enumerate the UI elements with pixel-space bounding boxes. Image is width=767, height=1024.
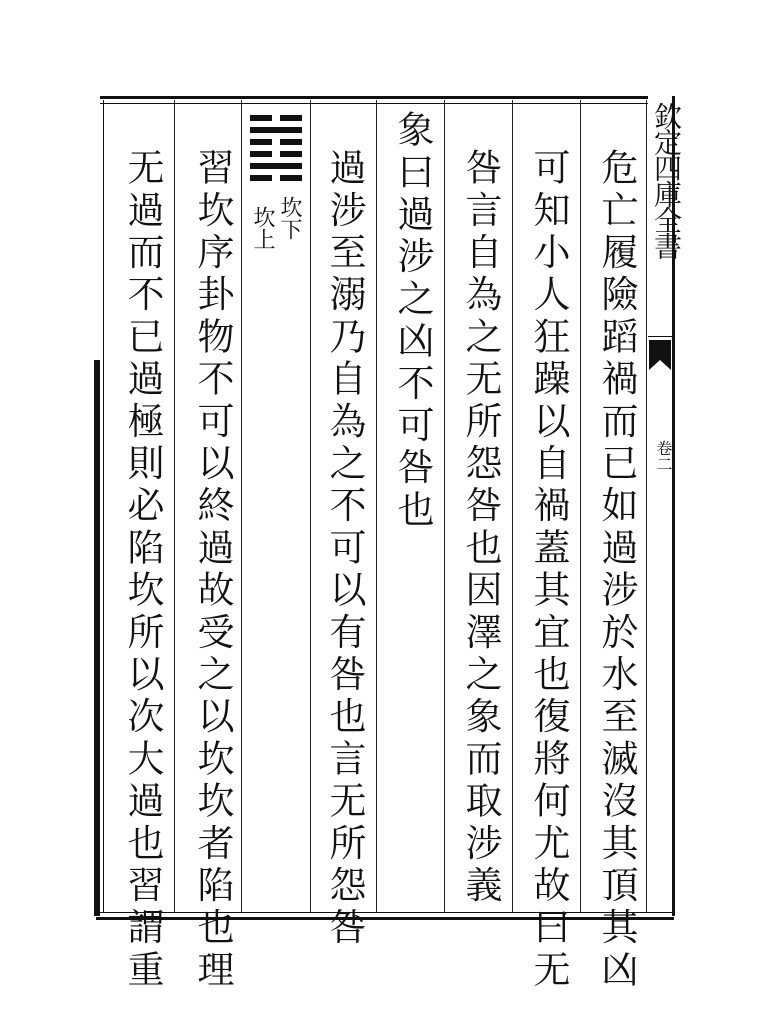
hexagram-yang-line <box>250 127 302 133</box>
hexagram-yin-line-segment <box>250 151 272 157</box>
hexagram-yang-line <box>250 163 302 169</box>
column-divider <box>376 100 377 912</box>
frame-top-border <box>100 96 648 104</box>
text-column-6: 習坎序卦物不可以終過故受之以坎坎者陷也理 <box>191 148 234 992</box>
hexagram-yin-line-segment <box>250 175 272 181</box>
column-divider <box>444 100 445 912</box>
hexagram-yin-line-segment <box>280 151 302 157</box>
margin-separator <box>648 336 672 337</box>
text-column-7: 无過而不已過極則必陷坎所以次大過也習謂重 <box>121 148 164 992</box>
hexagram-lower-trigram: 坎下 <box>277 196 302 240</box>
column-divider <box>241 100 242 912</box>
column-divider <box>310 100 311 912</box>
column-divider <box>512 100 513 912</box>
column-divider <box>174 100 175 912</box>
frame-left-border <box>94 360 100 916</box>
hexagram-yin-line-segment <box>280 175 302 181</box>
hexagram-yin-line-segment <box>280 115 302 121</box>
text-column-5: 過涉至溺乃自為之不可以有咎也言无所怨咎 <box>323 148 366 950</box>
frame-left-inner-border <box>103 100 104 912</box>
text-column-3: 咎言自為之无所怨咎也因澤之象而取涉義 <box>459 148 502 908</box>
kan-hexagram-icon <box>250 112 302 186</box>
volume-label: 卷二 <box>654 440 673 472</box>
hexagram-yin-line-segment <box>250 139 272 145</box>
fishtail-mark-icon <box>649 340 671 370</box>
frame-bottom-border <box>96 912 674 920</box>
text-column-4: 象曰過涉之凶不可咎也 <box>391 110 434 532</box>
text-column-2: 可知小人狂躁以自禍蓋其宜也復將何尤故曰无 <box>527 148 570 992</box>
hexagram-upper-trigram: 坎上 <box>250 206 275 250</box>
book-title: 欽定四庫全書 <box>650 102 683 258</box>
text-column-1: 危亡履險蹈禍而已如過涉於水至滅沒其頂其凶 <box>595 148 638 992</box>
column-divider <box>580 100 581 912</box>
hexagram-yin-line-segment <box>250 115 272 121</box>
hexagram-yin-line-segment <box>280 139 302 145</box>
